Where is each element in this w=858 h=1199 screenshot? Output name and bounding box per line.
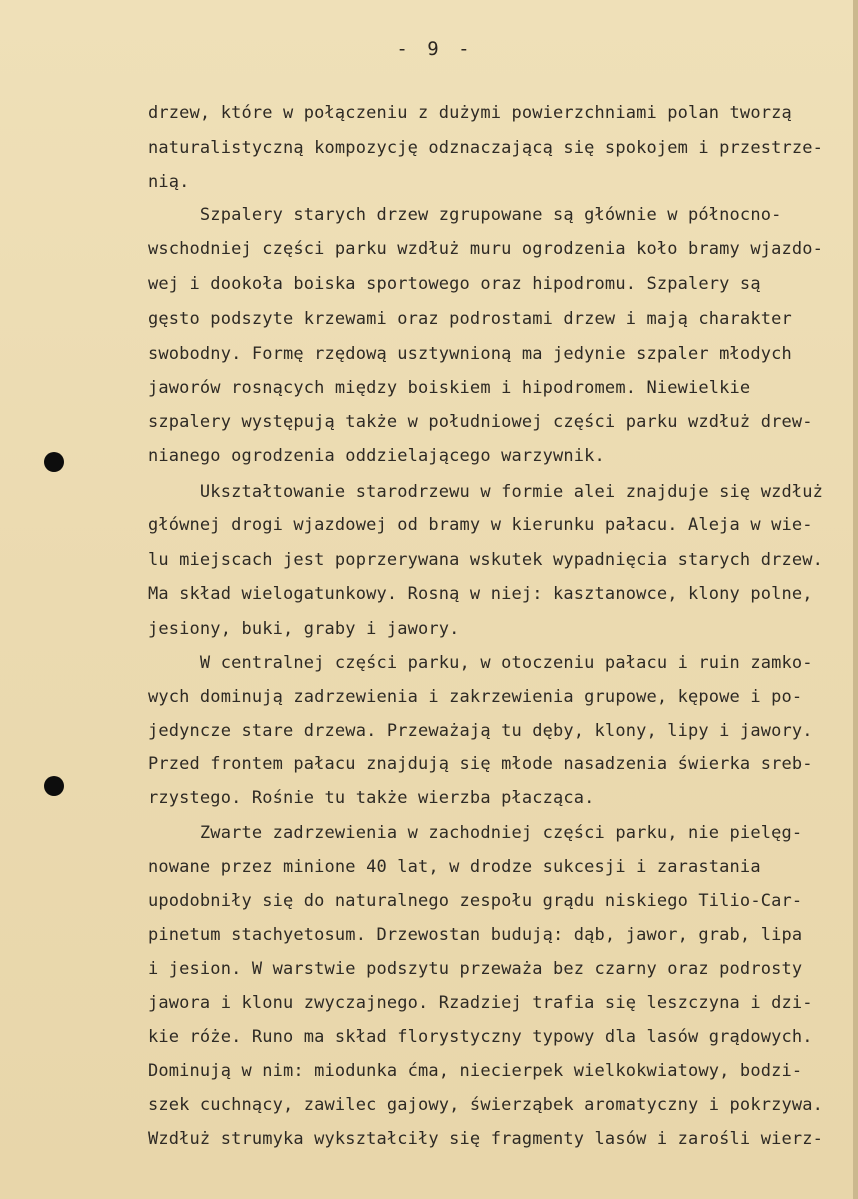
text-line: swobodny. Formę rzędową usztywnioną ma jedynie szpaler młodych (148, 344, 792, 364)
text-line: wej i dookoła boiska sportowego oraz hipodromu. Szpalery są (148, 274, 761, 294)
text-line: wych dominują zadrzewienia i zakrzewienia grupowe, kępowe i po- (148, 687, 803, 707)
text-line: kie róże. Runo ma skład florystyczny typowy dla lasów grądowych. (148, 1027, 813, 1047)
text-line: lu miejscach jest poprzerywana wskutek wypadnięcia starych drzew. (148, 550, 824, 570)
text-line: W centralnej części parku, w otoczeniu pałacu i ruin zamko- (148, 653, 813, 673)
text-line: jawora i klonu zwyczajnego. Rzadziej trafia się leszczyna i dzi- (148, 993, 813, 1013)
text-line: Zwarte zadrzewienia w zachodniej części parku, nie pielęg- (148, 823, 803, 843)
text-line: Ukształtowanie starodrzewu w formie alei znajduje się wzdłuż (148, 482, 824, 502)
text-line: nią. (148, 172, 190, 192)
text-line: jaworów rosnących między boiskiem i hipodromem. Niewielkie (148, 378, 751, 398)
text-line: gęsto podszyte krzewami oraz podrostami drzew i mają charakter (148, 309, 792, 329)
text-line: upodobniły się do naturalnego zespołu grądu niskiego Tilio-Car- (148, 891, 803, 911)
page-number: - 9 - (396, 38, 474, 60)
text-line: nianego ogrodzenia oddzielającego warzywnik. (148, 446, 605, 466)
text-line: naturalistyczną kompozycję odznaczającą się spokojem i przestrze- (148, 138, 824, 158)
text-line: wschodniej części parku wzdłuż muru ogrodzenia koło bramy wjazdo- (148, 239, 824, 259)
text-line: szek cuchnący, zawilec gajowy, świerząbek aromatyczny i pokrzywa. (148, 1095, 824, 1115)
punch-hole-top (44, 452, 64, 472)
text-line: Przed frontem pałacu znajdują się młode nasadzenia świerka sreb- (148, 754, 813, 774)
text-line: rzystego. Rośnie tu także wierzba płacząca. (148, 788, 595, 808)
text-line: Ma skład wielogatunkowy. Rosną w niej: kasztanowce, klony polne, (148, 584, 813, 604)
text-line: Wzdłuż strumyka wykształciły się fragmenty lasów i zarośli wierz- (148, 1129, 824, 1149)
text-line: głównej drogi wjazdowej od bramy w kierunku pałacu. Aleja w wie- (148, 515, 813, 535)
text-line: i jesion. W warstwie podszytu przeważa bez czarny oraz podrosty (148, 959, 803, 979)
text-line: Szpalery starych drzew zgrupowane są głównie w północno- (148, 205, 782, 225)
punch-hole-bottom (44, 776, 64, 796)
text-line: nowane przez minione 40 lat, w drodze sukcesji i zarastania (148, 857, 761, 877)
text-line: jedyncze stare drzewa. Przeważają tu dęby, klony, lipy i jawory. (148, 721, 813, 741)
text-line: szpalery występują także w południowej części parku wzdłuż drew- (148, 412, 813, 432)
text-line: pinetum stachyetosum. Drzewostan budują: dąb, jawor, grab, lipa (148, 925, 803, 945)
text-line: jesiony, buki, graby i jawory. (148, 619, 460, 639)
text-line: Dominują w nim: miodunka ćma, niecierpek wielkokwiatowy, bodzi- (148, 1061, 803, 1081)
paper-edge (853, 0, 858, 1199)
text-line: drzew, które w połączeniu z dużymi powierzchniami polan tworzą (148, 103, 792, 123)
